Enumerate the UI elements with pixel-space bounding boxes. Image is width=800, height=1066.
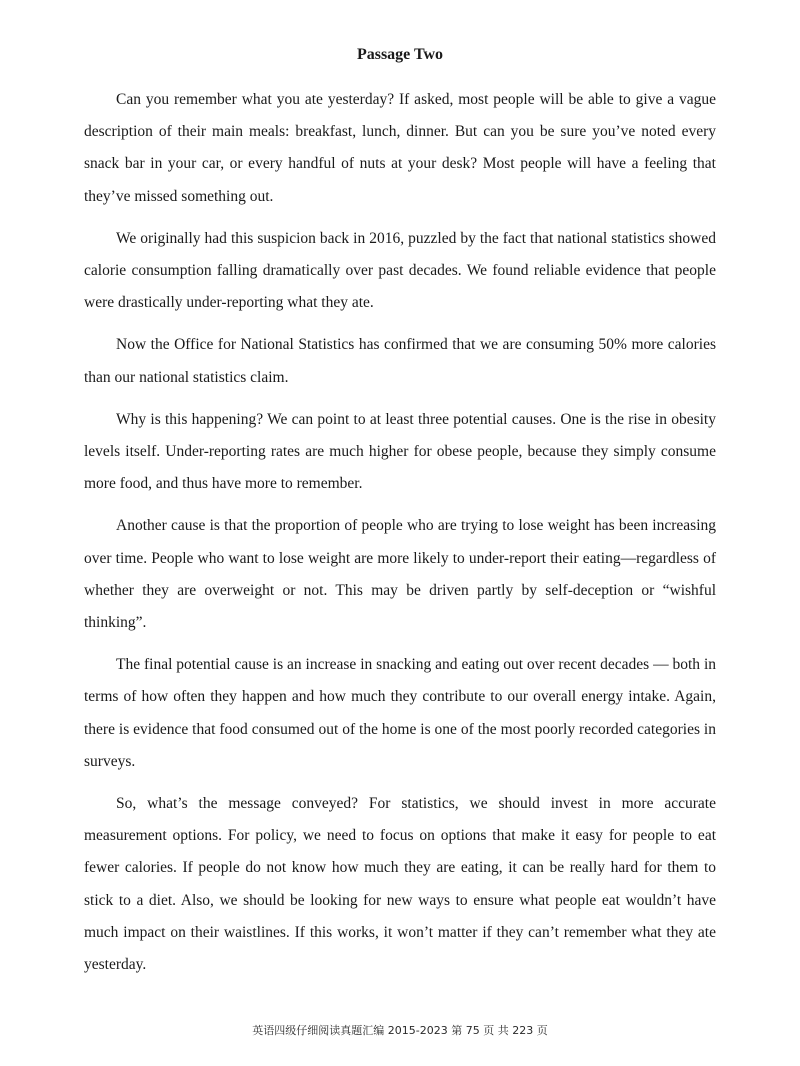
paragraph-2: We originally had this suspicion back in 2016, puzzled by the fact that national statistics showed calorie consumption falling dramatically over past decades. We found reliable evidence that people were drastically under-reporting what they ate.	[84, 229, 716, 312]
paragraph-6: The final potential cause is an increase in snacking and eating out over recent decades — both in terms of how often they happen and how much they contribute to our overall energy intake. Again, there is evidence that food consumed out of the home is one of the most poorly recorded categories in surveys.	[84, 656, 716, 770]
passage-body	[84, 84, 716, 991]
paragraph-7: So, what’s the message conveyed? For statistics, we should invest in more accurate measurement options. For policy, we need to focus on options that make it easy for people to eat fewer calories. If people do not know how much they are eating, it can be really hard for them to stick to a diet. Also, we should be looking for new ways to ensure what people eat wouldn’t have much impact on their waistlines. If this works, it won’t matter if they can’t remember what they ate yesterday.	[84, 795, 716, 974]
paragraph-5: Another cause is that the proportion of people who are trying to lose weight has been increasing over time. People who want to lose weight are more likely to under-report their eating—regardless of whether they are overweight or not. This may be driven partly by self-deception or “wishful thinking”.	[84, 517, 716, 632]
paragraph-3: Now the Office for National Statistics has confirmed that we are consuming 50% more calories than our national statistics claim.	[84, 336, 716, 386]
passage-title: Passage Two	[356, 46, 444, 63]
page-footer: 英语四级仔细阅读真题汇编 2015-2023 第 75 页 共 223 页	[252, 1024, 548, 1037]
paragraph-4: Why is this happening? We can point to at least three potential causes. One is the rise in obesity levels itself. Under-reporting rates are much higher for obese people, because they simply consume more food, and thus have more to remember.	[84, 410, 716, 493]
paragraph-1: Can you remember what you ate yesterday? If asked, most people will be able to give a vague description of their main meals: breakfast, lunch, dinner. But can you be sure you’ve noted every snack bar in your car, or every handful of nuts at your desk? Most people will have a feeling that they’ve missed something out.	[84, 91, 716, 205]
